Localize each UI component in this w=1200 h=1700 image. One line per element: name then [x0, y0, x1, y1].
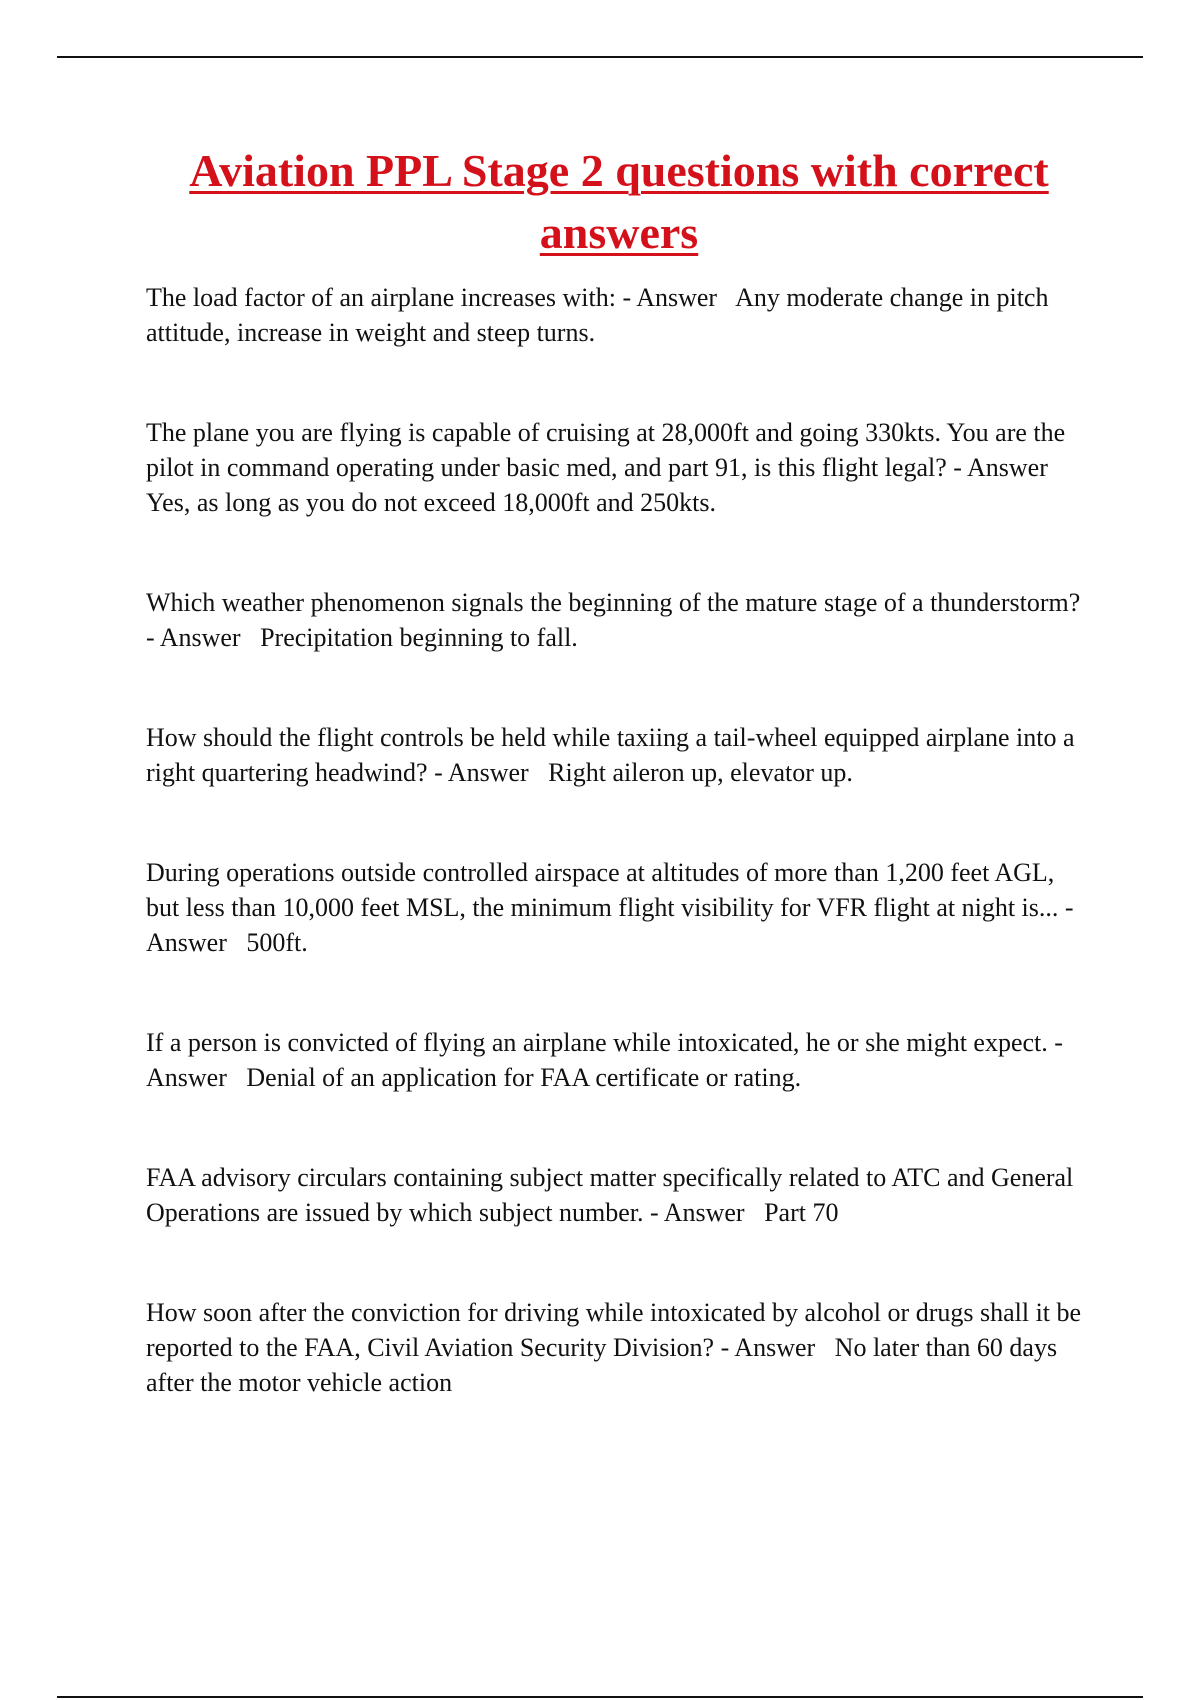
bottom-divider: [57, 1696, 1143, 1698]
question-text: How soon after the conviction for driving while intoxicated by alcohol or drugs shall it be reported to the FAA, Civil Aviation Security Division?: [146, 1298, 1088, 1362]
top-divider: [57, 56, 1143, 58]
answer-separator: - Answer: [946, 453, 1067, 482]
answer-separator: - Answer: [146, 1028, 1069, 1092]
question-text: Which weather phenomenon signals the beginning of the mature stage of a thunderstorm?: [146, 588, 1081, 617]
qa-item: [146, 1160, 1086, 1230]
answer-text: No later than 60 days after the motor vehicle action: [146, 1333, 1064, 1397]
question-text: If a person is convicted of flying an airplane while intoxicated, he or she might expect.: [146, 1028, 1048, 1057]
question-list: [146, 280, 1086, 1400]
document-title: Aviation PPL Stage 2 questions with correct answers: [189, 145, 1049, 258]
answer-separator: - Answer: [146, 893, 1079, 957]
answer-text: Part 70: [764, 1198, 839, 1227]
answer-separator: - Answer: [615, 283, 736, 312]
answer-text: Yes, as long as you do not exceed 18,000ft and 250kts.: [146, 488, 717, 517]
answer-text: Any moderate change in pitch attitude, increase in weight and steep turns.: [146, 283, 1055, 347]
question-text: The plane you are flying is capable of cruising at 28,000ft and going 330kts. You are the pilot in command operating under basic med, and part 91, is this flight legal?: [146, 418, 1072, 482]
answer-text: 500ft.: [246, 928, 308, 957]
answer-separator: - Answer: [714, 1333, 835, 1362]
answer-separator: - Answer: [146, 588, 1087, 652]
qa-item: [146, 1295, 1086, 1400]
answer-text: Right aileron up, elevator up.: [548, 758, 853, 787]
qa-item: [146, 280, 1086, 350]
answer-separator: - Answer: [427, 758, 549, 787]
answer-text: Precipitation beginning to fall.: [260, 623, 578, 652]
qa-item: [146, 585, 1086, 655]
question-text: The load factor of an airplane increases with:: [146, 283, 616, 312]
answer-separator: - Answer: [643, 1198, 765, 1227]
answer-text: Denial of an application for FAA certificate or rating.: [246, 1063, 802, 1092]
qa-item: [146, 415, 1086, 520]
qa-item: [146, 1025, 1086, 1095]
qa-item: [146, 855, 1086, 960]
question-text: During operations outside controlled airspace at altitudes of more than 1,200 feet AGL, but less than 10,000 feet MSL, the minimum flight visibility for VFR flight at night is...: [146, 858, 1061, 922]
question-text: How should the flight controls be held while taxiing a tail-wheel equipped airplane into a right quartering headwind?: [146, 723, 1082, 787]
question-text: FAA advisory circulars containing subject matter specifically related to ATC and General Operations are issued by which subject number.: [146, 1163, 1080, 1227]
qa-item: [146, 720, 1086, 790]
